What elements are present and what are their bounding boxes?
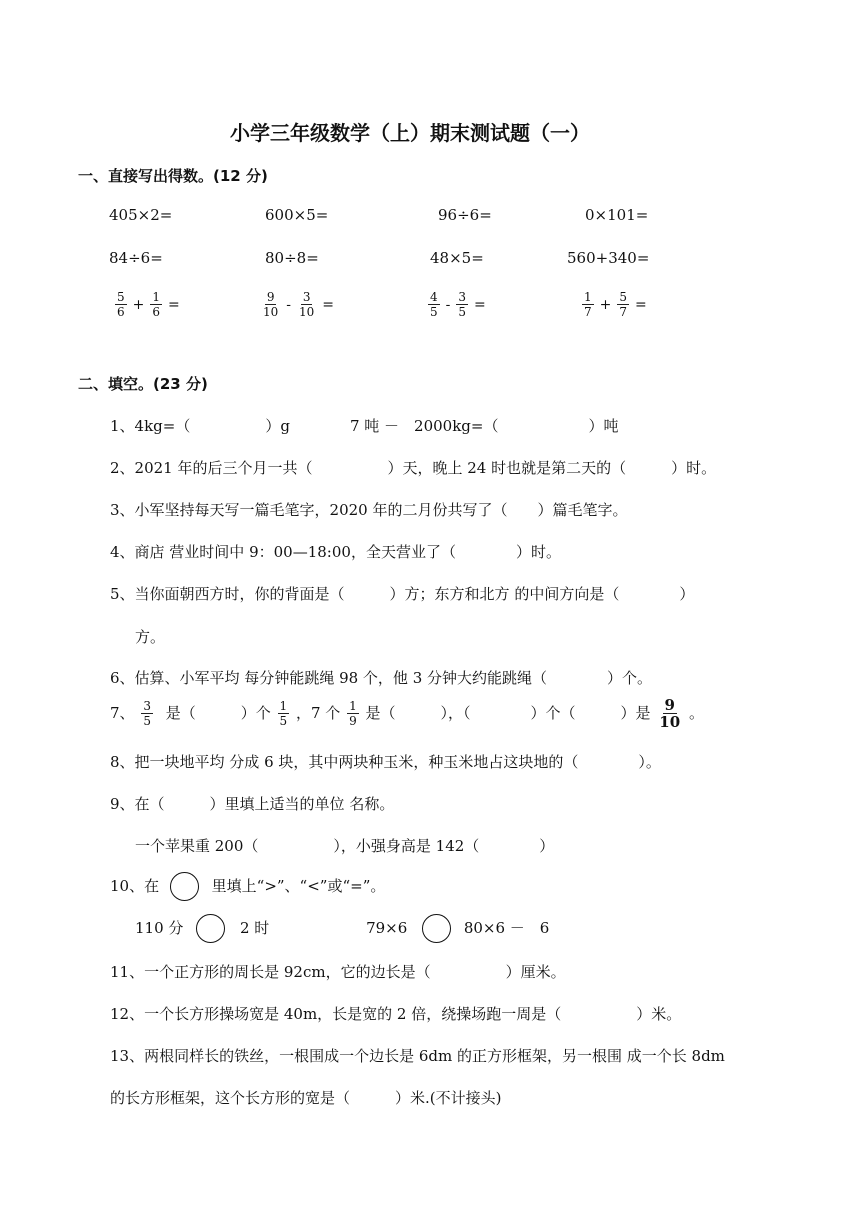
q7-text: ，7 个 [295,704,341,722]
equals-sign: = [474,296,486,313]
numerator: 1 [349,698,357,713]
q10-text: 里填上“>”、“<”或“=”。 [211,877,386,895]
numerator: 3 [143,698,151,713]
question-7 [110,692,704,733]
calc-item: 600×5= [265,206,329,224]
numerator: 9 [266,290,275,304]
question-9-cont: 一个苹果重 200（ ），小强身高是 142（ ） [135,837,555,855]
numerator: 1 [584,290,592,304]
question-13: 13、两根同样长的铁丝，一根围成一个边长是 6dm 的正方形框架，另一根围 成一个长 8dm [110,1047,725,1065]
denominator: 7 [619,305,628,319]
question-13-cont: 的长方形框架，这个长方形的宽是（ ）米.(不计接头) [110,1089,502,1107]
fraction-problem [113,290,184,319]
denominator: 5 [279,713,288,728]
operator: - [286,296,292,313]
denominator: 10 [263,305,279,319]
denominator: 6 [152,305,161,319]
calc-item: 96÷6= [438,206,492,224]
page-title: 小学三年级数学（上）期末测试题（一） [230,121,590,145]
numerator: 5 [117,290,125,304]
numerator: 9 [664,695,675,714]
question-5-cont: 方。 [135,628,166,646]
denominator: 5 [458,305,467,319]
denominator: 6 [117,305,125,319]
numerator: 4 [430,290,438,304]
section2-heading: 二、填空。(23 分) [78,375,208,393]
numerator: 5 [619,290,628,304]
fraction-problem [259,290,338,319]
denominator: 9 [349,713,357,728]
q10-item: 80×6 － 6 [463,919,550,937]
equals-sign: = [635,296,647,313]
question-1: 1、4kg=（ ）g 7 吨 － 2000kg=（ ）吨 [110,417,619,435]
q7-text: 。 [688,704,704,722]
denominator: 7 [584,305,592,319]
calc-item: 405×2= [109,206,173,224]
calc-item: 84÷6= [109,249,163,267]
denominator: 5 [143,713,151,728]
denominator: 10 [659,712,681,731]
question-5: 5、当你面朝西方时，你的背面是（ ）方；东方和北方 的中间方向是（ ） [110,585,695,603]
question-6: 6、估算、小军平均 每分钟能跳绳 98 个，他 3 分钟大约能跳绳（ ）个。 [110,669,653,687]
q10-item: 110 分 [135,919,184,937]
operator: + [599,296,612,313]
q10-item: 2 时 [239,919,270,937]
question-2: 2、2021 年的后三个月一共（ ）天，晚上 24 时也就是第二天的（ ）时。 [110,459,717,477]
question-11: 11、一个正方形的周长是 92cm，它的边长是（ ）厘米。 [110,963,566,981]
question-10-items [135,912,549,943]
denominator: 5 [430,305,438,319]
numerator: 3 [302,290,311,304]
q7-text: 是（ ），（ ）个（ ）是 [365,704,651,722]
question-4: 4、商店 营业时间中 9：00—18:00，全天营业了（ ）时。 [110,543,561,561]
operator: + [132,296,145,313]
question-10 [110,870,385,901]
fraction-problem [426,290,490,319]
calc-item: 560+340= [567,249,650,267]
question-12: 12、一个长方形操场宽是 40m，长是宽的 2 倍，绕操场跑一周是（ ）米。 [110,1005,682,1023]
question-9: 9、在（ ）里填上适当的单位 名称。 [110,795,395,813]
circle-blank [170,872,199,901]
section1-heading: 一、直接写出得数。(12 分) [78,167,268,185]
operator: - [445,296,451,313]
fraction-problem [580,290,651,319]
question-8: 8、把一块地平均 分成 6 块，其中两块种玉米，种玉米地占这块地的（ ）。 [110,753,661,771]
numerator: 1 [152,290,161,304]
q7-text: 是（ ）个 [165,704,271,722]
equals-sign: = [322,296,335,313]
question-3: 3、小军坚持每天写一篇毛笔字，2020 年的二月份共写了（ ）篇毛笔字。 [110,501,628,519]
circle-blank [422,914,451,943]
numerator: 3 [458,290,467,304]
numerator: 1 [279,698,288,713]
calc-item: 80÷8= [265,249,319,267]
denominator: 10 [299,305,315,319]
q10-text: 10、在 [110,877,160,895]
circle-blank [196,914,225,943]
equals-sign: = [168,296,180,313]
calc-item: 0×101= [585,206,649,224]
q7-prefix: 7、 [110,704,135,722]
q10-item: 79×6 [366,919,408,937]
calc-item: 48×5= [430,249,484,267]
